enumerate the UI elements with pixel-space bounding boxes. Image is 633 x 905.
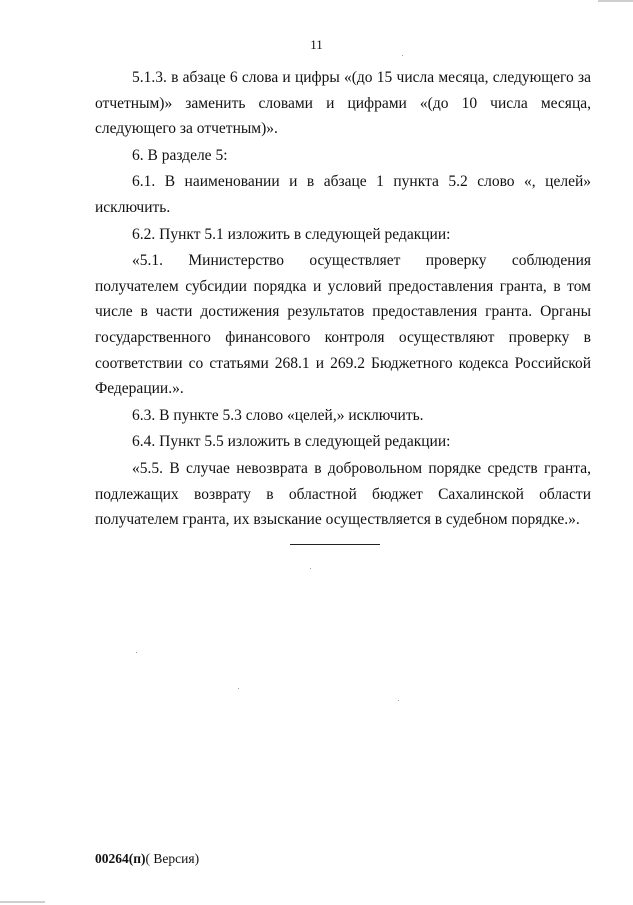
paragraph-6-2: 6.2. Пункт 5.1 изложить в следующей редакции: [132, 225, 451, 243]
scan-corner-mark [598, 0, 633, 2]
paragraph-6-1: 6.1. В наименовании и в абзаце 1 пункта 5.2 слово «, целей» исключить. [95, 173, 591, 216]
paragraph-5-1-3: 5.1.3. в абзаце 6 слова и цифры «(до 15 числа месяца, следующего за отчетным)» заменить словами и цифрами «(до 10 числа месяца, следующего за отчетным)». [95, 69, 591, 138]
paragraph-6-4: 6.4. Пункт 5.5 изложить в следующей редакции: [132, 433, 451, 451]
scan-speck [310, 568, 311, 569]
page-number: 11 [310, 37, 323, 52]
footer-version: ( Версия) [145, 851, 200, 866]
paragraph-5-1-quote: «5.1. Министерство осуществляет проверку соблюдения получателем субсидии порядка и условий предоставления гранта, в том числе в части достижения результатов предоставления гранта. Органы государственного финансового контроля осуществляют проверку в соответствии со статьями 268.1 и 269.2 Бюджетного кодекса Российской Федерации.». [95, 252, 591, 398]
scan-speck [136, 652, 137, 653]
document-body [95, 65, 591, 533]
paragraph-6-3: 6.3. В пункте 5.3 слово «целей,» исключить. [132, 406, 424, 424]
scan-speck [402, 55, 403, 56]
scan-corner-mark [0, 901, 45, 903]
paragraph-5-5-quote: «5.5. В случае невозврата в добровольном порядке средств гранта, подлежащих возврату в областной бюджет Сахалинской области получателем гранта, их взыскание осуществляется в судебном порядке.». [95, 459, 591, 529]
scan-speck [238, 688, 239, 689]
scan-speck [398, 700, 399, 701]
paragraph-section-5: 6. В разделе 5: [132, 146, 228, 164]
footer-code: 00264(п) [95, 851, 146, 866]
document-footer-code [95, 851, 199, 867]
end-separator-line [290, 544, 380, 545]
